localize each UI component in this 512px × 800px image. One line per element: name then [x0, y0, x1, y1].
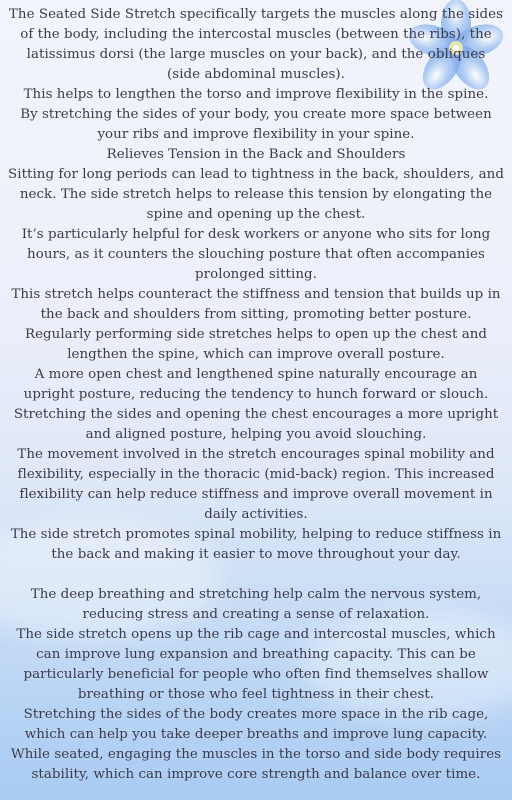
paragraph: Stretching the sides and opening the chest encourages a more upright and aligned posture, helping you avoid slouching.: [13, 407, 499, 442]
paragraph: A more open chest and lengthened spine naturally encourage an upright posture, reducing the tendency to hunch forward or slouch.: [23, 367, 489, 402]
paragraph: This stretch helps counteract the stiffness and tension that builds up in the back and shoulders from sitting, promoting better posture.: [11, 287, 501, 322]
paragraph-spacer: [8, 565, 504, 585]
paragraph: The deep breathing and stretching help calm the nervous system, reducing stress and creating a sense of relaxation.: [30, 587, 482, 622]
paragraph: By stretching the sides of your body, you create more space between your ribs and improve flexibility in your spine.: [20, 107, 492, 142]
paragraph: This helps to lengthen the torso and improve flexibility in the spine.: [23, 87, 489, 102]
paragraph: Sitting for long periods can lead to tightness in the back, shoulders, and neck. The side stretch helps to release this tension by elongating the spine and opening up the chest.: [8, 167, 504, 222]
paragraph: Relieves Tension in the Back and Shoulders: [106, 147, 406, 162]
text-block-top: [8, 5, 504, 565]
article-body: [8, 5, 504, 785]
paragraph: The side stretch promotes spinal mobility, helping to reduce stiffness in the back and making it easier to move throughout your day.: [10, 527, 502, 562]
paragraph: Stretching the sides of the body creates more space in the rib cage, which can help you take deeper breaths and improve lung capacity.: [23, 707, 489, 742]
paragraph: It’s particularly helpful for desk workers or anyone who sits for long hours, as it counters the slouching posture that often accompanies prolonged sitting.: [21, 227, 491, 282]
text-block-bottom: [8, 585, 504, 785]
paragraph: The side stretch opens up the rib cage and intercostal muscles, which can improve lung expansion and breathing capacity. This can be particularly beneficial for people who often find themselves shallow breathing or those who feel tightness in their chest.: [16, 627, 496, 702]
paragraph: The movement involved in the stretch encourages spinal mobility and flexibility, especially in the thoracic (mid-back) region. This increased flexibility can help reduce stiffness and improve overall movement in daily activities.: [17, 447, 495, 522]
paragraph: The Seated Side Stretch specifically targets the muscles along the sides of the body, including the intercostal muscles (between the ribs), the latissimus dorsi (the large muscles on your back), and the obliques (side abdominal muscles).: [8, 7, 504, 82]
paragraph: While seated, engaging the muscles in the torso and side body requires stability, which can improve core strength and balance over time.: [10, 747, 502, 782]
paragraph: Regularly performing side stretches helps to open up the chest and lengthen the spine, which can improve overall posture.: [24, 327, 488, 362]
